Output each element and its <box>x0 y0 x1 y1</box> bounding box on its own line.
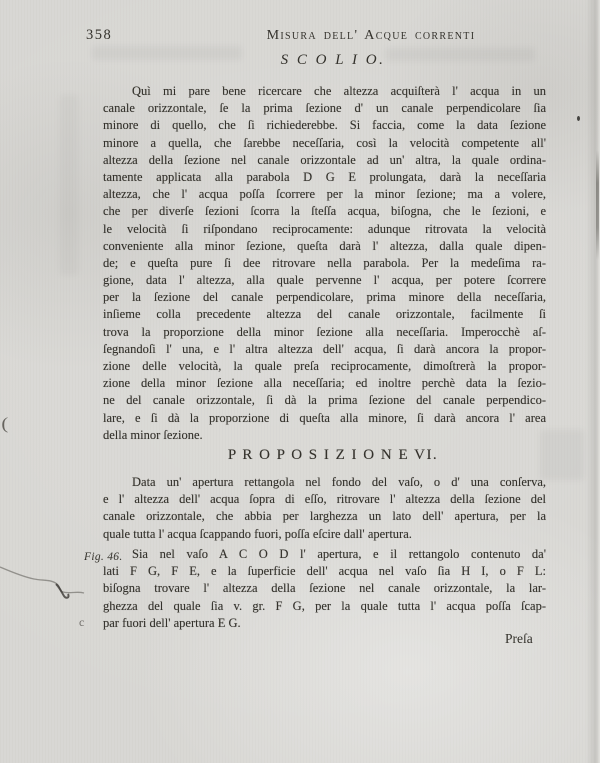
scan-artifact-paren: ( <box>1 414 9 433</box>
text-line: trova la proporzione della minor ſezione alla neceſſaria. Imperocchè aſ- <box>103 324 546 339</box>
text-line: de; e queſta pure ſi dee ritrovare nella parabola. Per la medeſima ra- <box>103 255 546 270</box>
text-line: tamente applicata alla parabola D G E prolungata, darà la neceſſaria <box>103 169 546 184</box>
catchword: Preſa <box>505 631 533 646</box>
text-line: che per diverſe ſezioni ſcorra la ſteſſa acqua, biſogna, che le ſezioni, e <box>103 204 546 219</box>
text-line: lare, e ſi dà la proporzione di queſta alla minore, ſi darà ancora l' area <box>103 410 546 425</box>
bleedthrough-smudge <box>60 95 78 275</box>
page-curl-shadow <box>596 150 599 260</box>
figure-margin-note: Fig. 46. <box>84 551 123 563</box>
text-line: zione della minor ſezione alla neceſſaria; ed inoltre perchè data la ſezio- <box>103 376 546 391</box>
text-line: le velocità ſi riſpondano reciprocamente: adunque ritrovata la velocità <box>103 221 546 236</box>
text-line: canale orizzontale, ſe la prima ſezione d' un canale perpendicolare ſia <box>103 101 546 116</box>
text-line: par fuori dell' apertura E G. <box>103 615 241 630</box>
text-line: minore di quello, che ſi richiederebbe. Si faccia, come la data ſezione <box>103 118 546 133</box>
scolio-heading: S C O L I O. <box>280 52 386 68</box>
text-line: inſieme colla precedente altezza del canale orizzontale, facilmente ſi <box>103 307 546 322</box>
page-number: 358 <box>86 27 113 43</box>
proposition-statement-paragraph <box>103 474 546 543</box>
text-line: ſegnandoſi l' una, e l' altra altezza dell' acqua, ſi darà ancora la propor- <box>103 341 546 356</box>
text-line: Sia nel vaſo A C O D l' apertura, e il rettangolo contenuto da' <box>132 547 546 561</box>
scolio-paragraph <box>103 83 546 444</box>
text-line: ne del canale orizzontale, ſi dà la prima ſezione del canale perpendico- <box>103 393 546 408</box>
text-line: ghezza del quale ſia v. gr. F G, per la quale tutta l' acqua poſſa ſcap- <box>103 598 546 613</box>
text-line: della minor ſezione. <box>103 427 203 442</box>
page-edge-shading <box>586 0 600 763</box>
text-line: gione, data l' altezza, alla quale pervenne l' acqua, per potere ſcorrere <box>103 273 546 288</box>
proof-paragraph <box>103 546 546 632</box>
text-line: per la ſezione del canale perpendicolare, prima minore della neceſſaria, <box>103 290 546 305</box>
text-line: altezza della ſezione nel canale orizzontale ad un' altra, la quale ordina- <box>103 152 546 167</box>
text-line: Quì mi pare bene ricercare che altezza acquiſterà l' acqua in un <box>132 84 546 98</box>
scan-artifact-c: c <box>79 615 85 629</box>
text-line: lati F G, F E, e la ſuperficie dell' acqua nel vaſo ſia H I, o F L: <box>103 564 546 579</box>
scan-artifact-speck <box>577 116 580 121</box>
text-line: quale tutta l' acqua ſcappando fuori, poſſa eſcire dall' apertura. <box>103 526 412 541</box>
text-line: e l' altezza dell' acqua ſopra di eſſo, ritrovare l' altezza della ſezione del <box>103 492 546 507</box>
text-line: conveniente alla minor ſezione, queſta darà l' altezza, dalla quale dipen- <box>103 238 546 253</box>
text-line: zione delle velocità, la quale preſa reciprocamente, dimoſtrerà la propor- <box>103 359 546 373</box>
text-line: minore a quella, che ſarebbe neceſſaria, così la velocità competente all' <box>103 135 546 150</box>
page-header <box>86 27 546 45</box>
scan-artifact-hair <box>0 555 90 610</box>
proposition-heading: P R O P O S I Z I O N E VI. <box>227 447 439 463</box>
text-line: biſogna trovare l' altezza della ſezione nel canale orizzontale, la lar- <box>103 581 546 596</box>
text-line: altezza, che l' acqua poſſa ſcorrere per la minor ſezione; ma a volere, <box>103 187 546 202</box>
running-head: Misura dell' Acque correnti <box>266 28 476 43</box>
text-line: canale orizzontale, che abbia per larghezza un lato dell' apertura, per la <box>103 509 546 524</box>
text-line: Data un' apertura rettangola nel fondo del vaſo, o d' una conſerva, <box>132 475 546 489</box>
